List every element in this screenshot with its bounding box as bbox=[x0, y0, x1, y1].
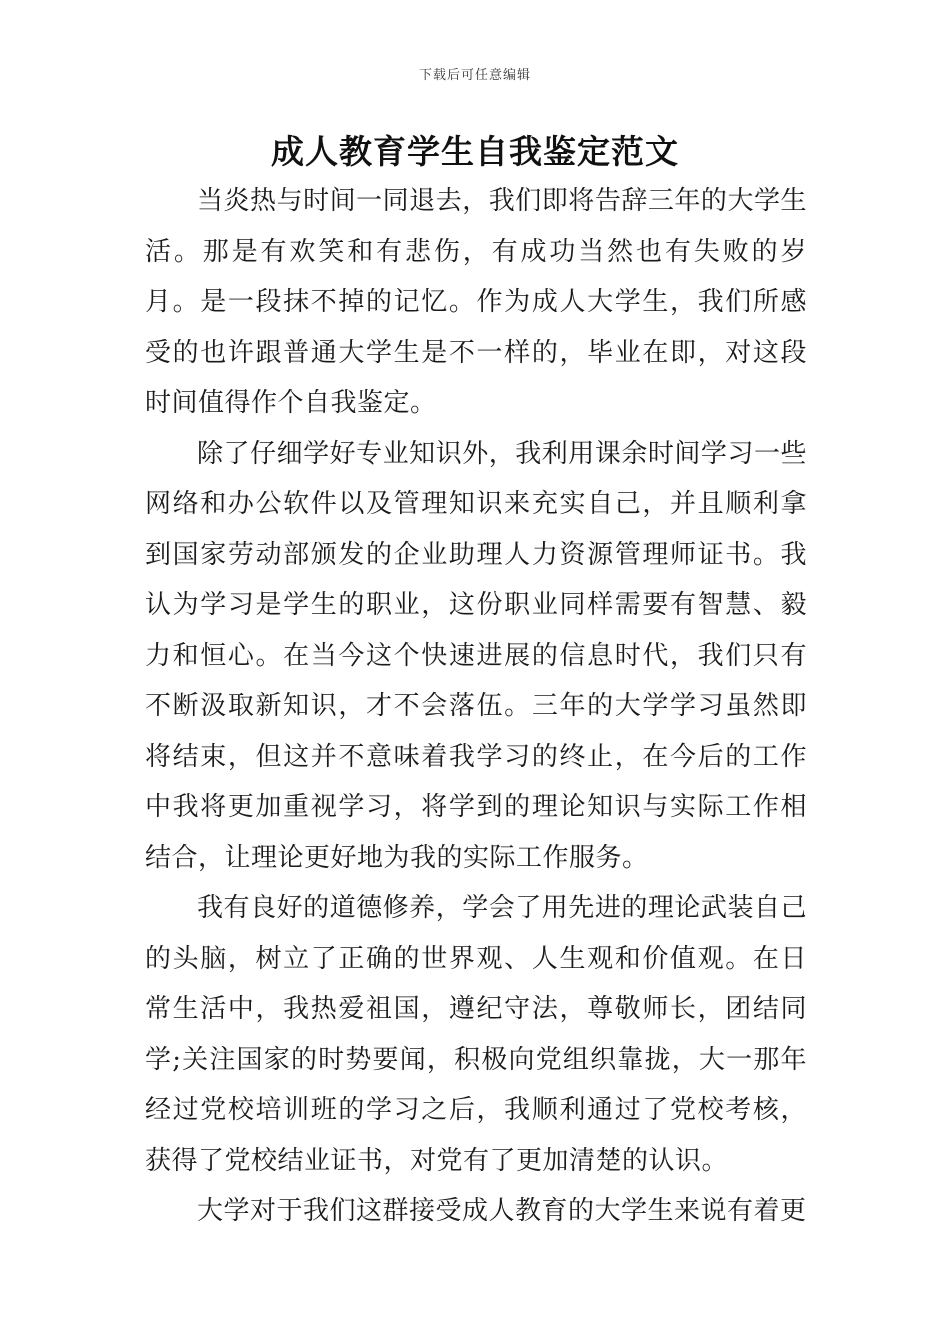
paragraph-2: 除了仔细学好专业知识外，我利用课余时间学习一些网络和办公软件以及管理知识来充实自己，并且顺利拿到国家劳动部颁发的企业助理人力资源管理师证书。我认为学习是学生的职业，这份职业同样需要有智慧、毅力和恒心。在当今这个快速进展的信息时代，我们只有不断汲取新知识，才不会落伍。三年的大学学习虽然即将结束，但这并不意味着我学习的终止，在今后的工作中我将更加重视学习，将学到的理论知识与实际工作相结合，让理论更好地为我的实际工作服务。 bbox=[145, 438, 807, 873]
paragraph-4: 大学对于我们这群接受成人教育的大学生来说有着更 bbox=[197, 1196, 807, 1226]
document-body bbox=[145, 176, 807, 1237]
paragraph-1: 当炎热与时间一同退去，我们即将告辞三年的大学生活。那是有欢笑和有悲伤，有成功当然也有失败的岁月。是一段抹不掉的记忆。作为成人大学生，我们所感受的也许跟普通大学生是不一样的，毕业在即，对这段时间值得作个自我鉴定。 bbox=[145, 186, 807, 418]
header-note: 下载后可任意编辑 bbox=[418, 68, 531, 83]
document-title: 成人教育学生自我鉴定范文 bbox=[271, 132, 679, 171]
paragraph-3: 我有良好的道德修养，学会了用先进的理论武装自己的头脑，树立了正确的世界观、人生观和价值观。在日常生活中，我热爱祖国，遵纪守法，尊敬师长，团结同学;关注国家的时势要闻，积极向党组织靠拢，大一那年经过党校培训班的学习之后，我顺利通过了党校考核，获得了党校结业证书，对党有了更加清楚的认识。 bbox=[145, 893, 807, 1176]
